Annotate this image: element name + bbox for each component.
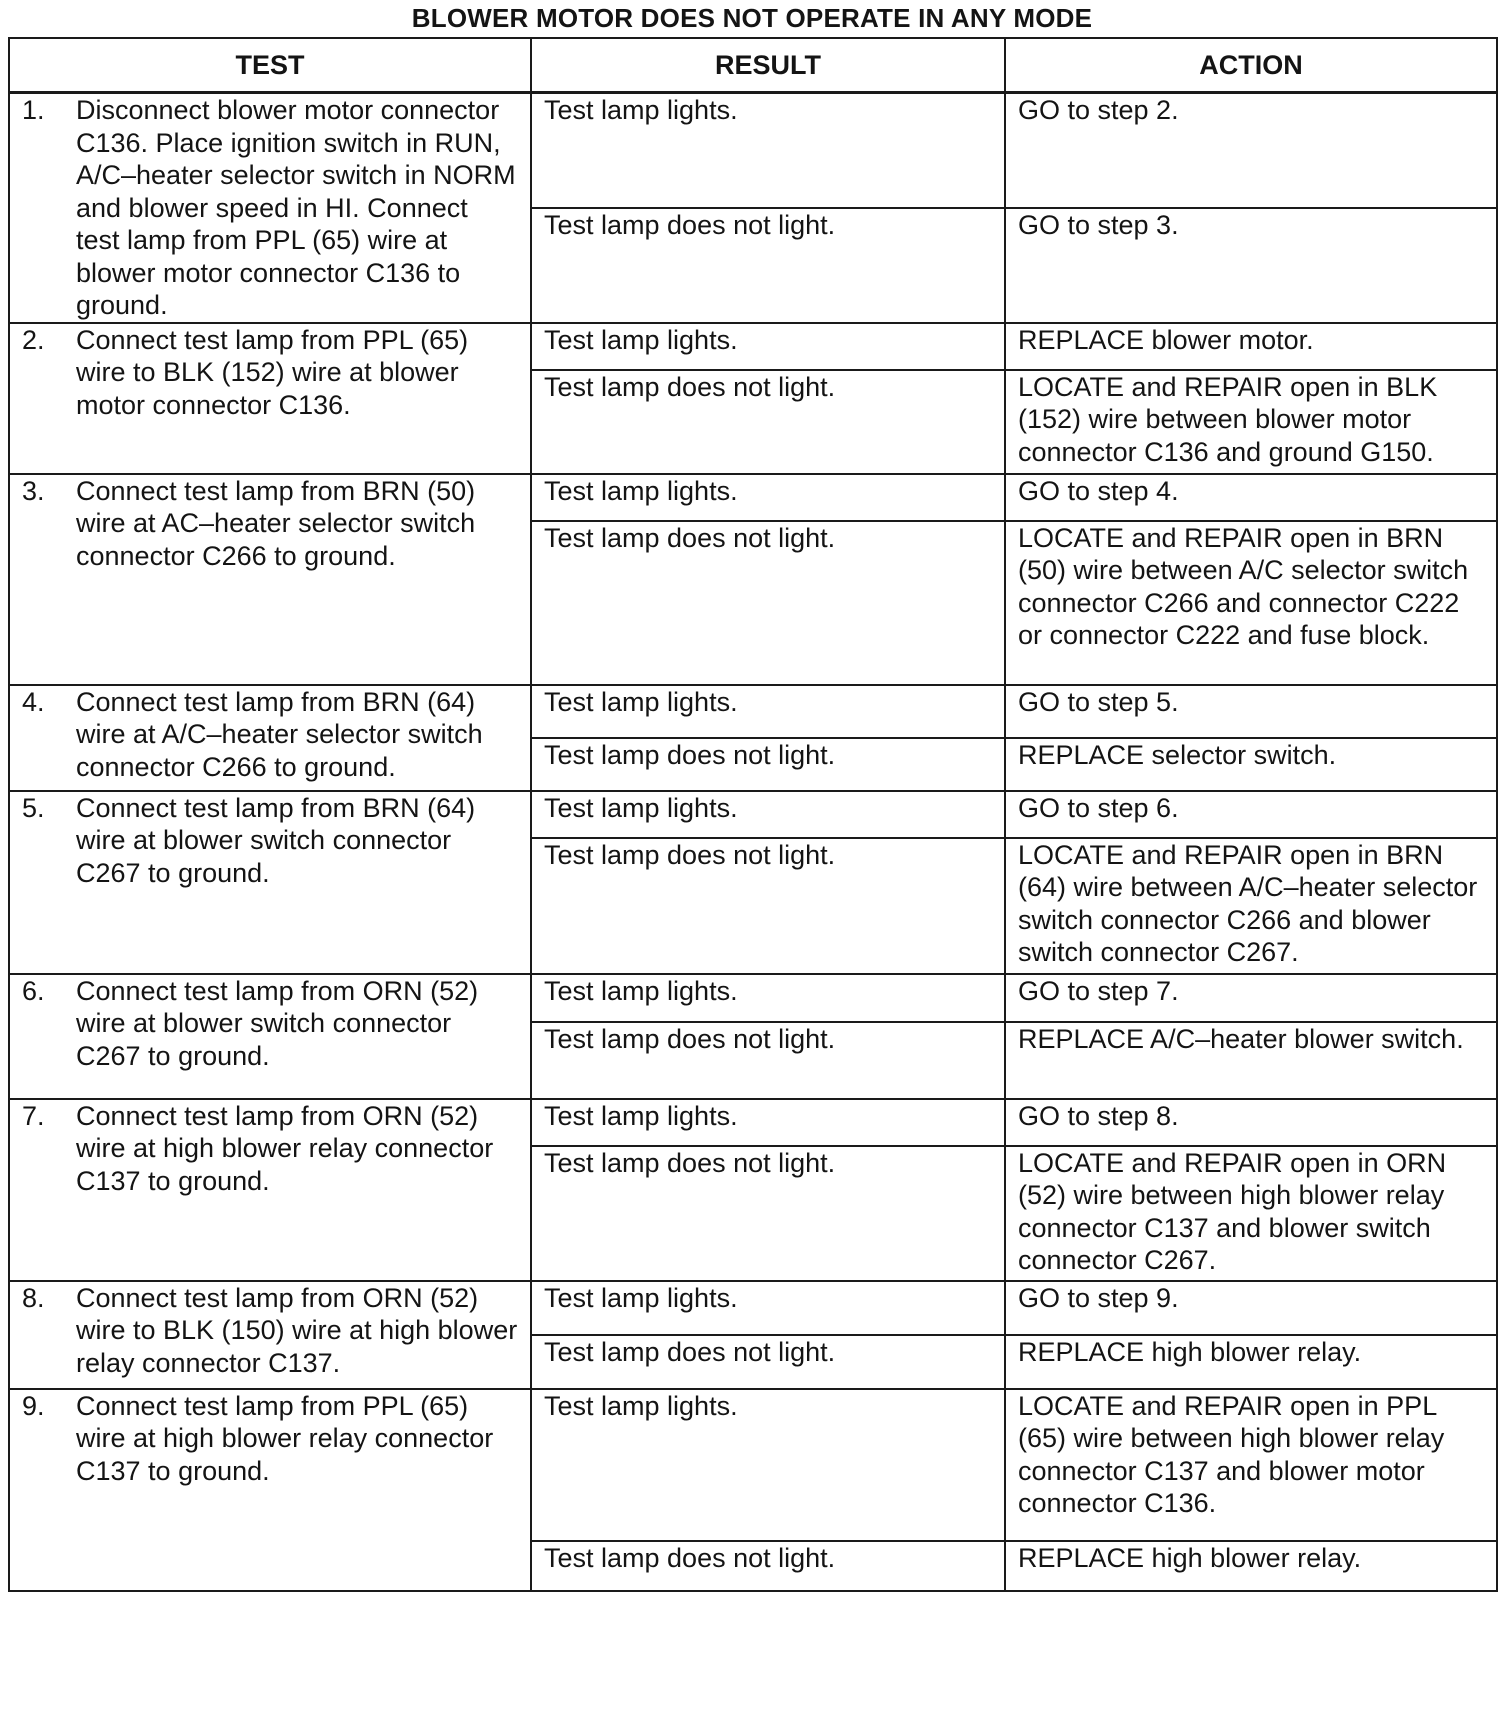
result-cell: Test lamp does not light. [531,738,1005,791]
result-cell: Test lamp does not light. [531,208,1005,323]
result-cell: Test lamp lights. [531,1099,1005,1146]
header-action: ACTION [1005,38,1497,93]
test-cell [9,323,531,474]
table-header-row [9,38,1497,93]
step-number: 9. [22,1390,45,1421]
diagnostic-table [8,37,1498,1592]
action-cell: REPLACE selector switch. [1005,738,1497,791]
result-cell: Test lamp does not light. [531,838,1005,974]
action-cell: LOCATE and REPAIR open in ORN (52) wire between high blower relay connector C137 and blower switch connector C267. [1005,1146,1497,1281]
test-cell [9,791,531,974]
test-cell [9,1389,531,1591]
test-text: Connect test lamp from ORN (52) wire at blower switch connector C267 to ground. [76,975,479,1071]
result-cell: Test lamp does not light. [531,1146,1005,1281]
action-cell: GO to step 5. [1005,685,1497,738]
step-number: 4. [22,686,45,717]
action-cell: REPLACE high blower relay. [1005,1541,1497,1591]
result-cell: Test lamp lights. [531,1281,1005,1335]
test-cell [9,974,531,1099]
step-number: 3. [22,475,45,506]
table-row [9,685,1497,738]
result-cell: Test lamp lights. [531,791,1005,838]
table-row [9,974,1497,1022]
step-number: 5. [22,792,45,823]
action-cell: GO to step 8. [1005,1099,1497,1146]
action-cell: GO to step 7. [1005,974,1497,1022]
action-cell: GO to step 3. [1005,208,1497,323]
result-cell: Test lamp does not light. [531,1541,1005,1591]
result-cell: Test lamp does not light. [531,521,1005,685]
test-text: Connect test lamp from ORN (52) wire at high blower relay connector C137 to ground. [76,1100,494,1196]
test-text: Disconnect blower motor connector C136. Place ignition switch in RUN, A/C–heater selector switch in NORM and blower speed in HI. Connect test lamp from PPL (65) wire at blower motor connector C136 to ground. [76,95,516,320]
action-cell: LOCATE and REPAIR open in BRN (50) wire between A/C selector switch connector C266 and connector C222 or connector C222 and fuse block. [1005,521,1497,685]
result-cell: Test lamp lights. [531,1389,1005,1541]
action-cell: REPLACE high blower relay. [1005,1335,1497,1389]
test-text: Connect test lamp from PPL (65) wire to BLK (152) wire at blower motor connector C136. [76,324,469,420]
test-cell [9,93,531,323]
table-row [9,474,1497,521]
step-number: 8. [22,1282,45,1313]
table-row [9,93,1497,208]
step-number: 1. [22,95,45,125]
table-row [9,791,1497,838]
result-cell: Test lamp lights. [531,474,1005,521]
header-result: RESULT [531,38,1005,93]
result-cell: Test lamp does not light. [531,370,1005,474]
action-cell: LOCATE and REPAIR open in BLK (152) wire between blower motor connector C136 and ground G150. [1005,370,1497,474]
test-text: Connect test lamp from PPL (65) wire at high blower relay connector C137 to ground. [76,1390,494,1486]
action-cell: GO to step 4. [1005,474,1497,521]
step-number: 7. [22,1100,45,1131]
table-row [9,323,1497,370]
result-cell: Test lamp does not light. [531,1022,1005,1099]
step-number: 6. [22,975,45,1006]
action-cell: REPLACE A/C–heater blower switch. [1005,1022,1497,1099]
action-cell: GO to step 2. [1005,93,1497,208]
page-title: BLOWER MOTOR DOES NOT OPERATE IN ANY MODE [411,3,1093,33]
test-cell [9,474,531,685]
table-row [9,1281,1497,1335]
test-text: Connect test lamp from ORN (52) wire to BLK (150) wire at high blower relay connector C137. [76,1282,518,1378]
step-number: 2. [22,324,45,355]
action-cell: GO to step 6. [1005,791,1497,838]
action-cell: LOCATE and REPAIR open in PPL (65) wire between high blower relay connector C137 and blower motor connector C136. [1005,1389,1497,1541]
result-cell: Test lamp lights. [531,93,1005,208]
test-text: Connect test lamp from BRN (64) wire at A/C–heater selector switch connector C266 to ground. [76,686,483,782]
table-row [9,1099,1497,1146]
header-test: TEST [9,38,531,93]
action-cell: REPLACE blower motor. [1005,323,1497,370]
test-cell [9,685,531,791]
action-cell: GO to step 9. [1005,1281,1497,1335]
test-text: Connect test lamp from BRN (64) wire at blower switch connector C267 to ground. [76,792,476,888]
result-cell: Test lamp lights. [531,685,1005,738]
table-row [9,1389,1497,1541]
test-cell [9,1281,531,1389]
result-cell: Test lamp lights. [531,323,1005,370]
action-cell: LOCATE and REPAIR open in BRN (64) wire between A/C–heater selector switch connector C266 and blower switch connector C267. [1005,838,1497,974]
result-cell: Test lamp does not light. [531,1335,1005,1389]
test-text: Connect test lamp from BRN (50) wire at AC–heater selector switch connector C266 to ground. [76,475,476,571]
result-cell: Test lamp lights. [531,974,1005,1022]
test-cell [9,1099,531,1281]
